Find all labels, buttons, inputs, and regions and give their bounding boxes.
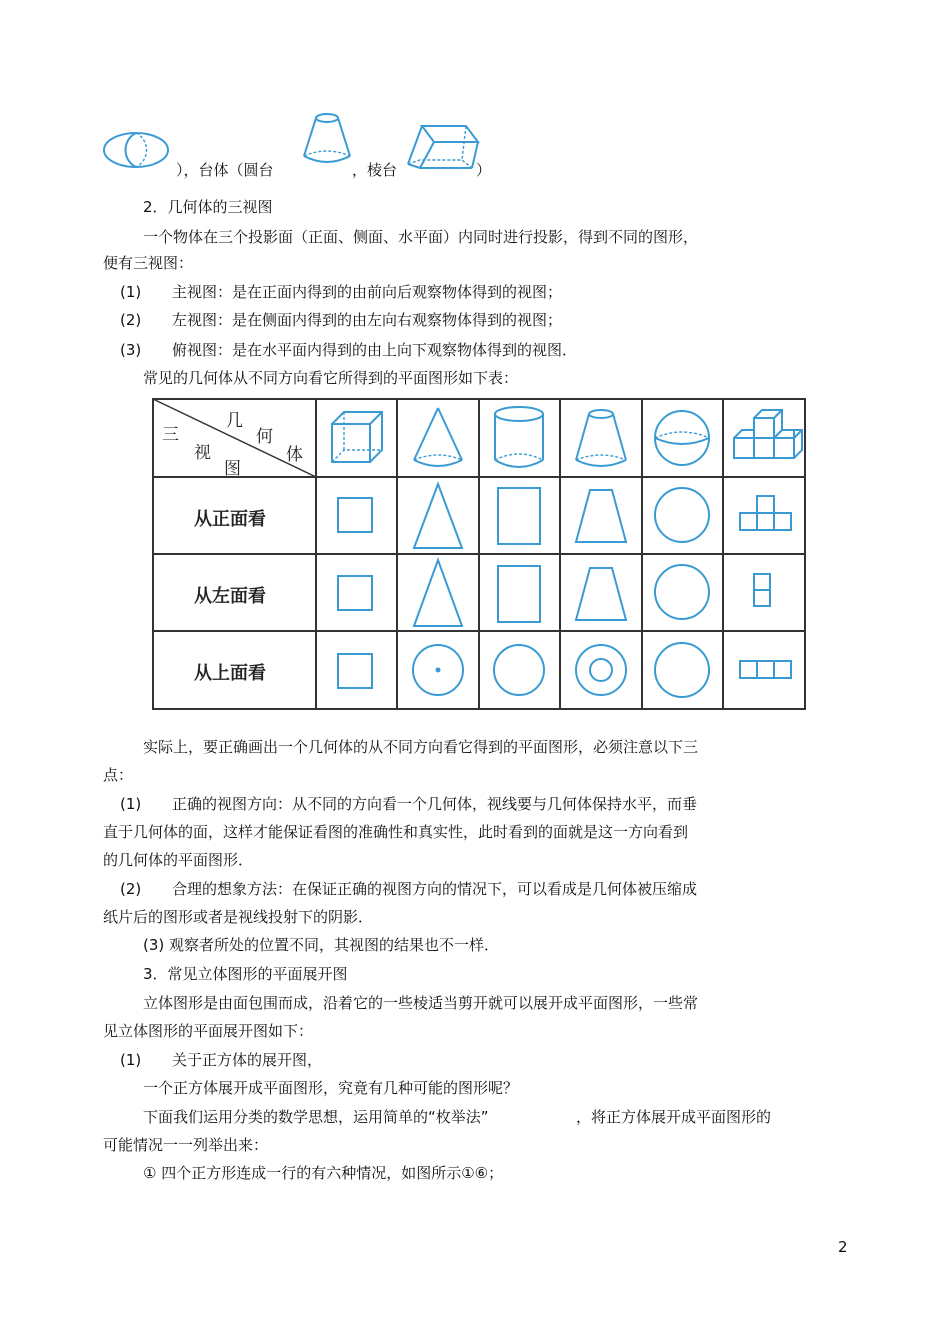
cube-solid-icon xyxy=(332,412,382,462)
note-3: (3) 观察者所处的位置不同，其视图的结果也不一样． xyxy=(143,936,500,954)
section3-case-1: ① 四个正方形连成一行的有六种情况，如图所示①⑥； xyxy=(143,1164,504,1182)
top-view-cube xyxy=(338,654,372,688)
note-1-line2: 直于几何体的面，这样才能保证看图的准确性和真实性，此时看到的面就是这一方向看到 xyxy=(103,823,689,841)
line-frustum-label: ），台体（圆台 xyxy=(176,161,274,179)
top-view-blocks xyxy=(740,661,791,678)
front-view-frustum xyxy=(576,490,626,542)
section3-heading: 3．常见立体图形的平面展开图 xyxy=(143,965,348,983)
frustum-cone-figure xyxy=(298,110,356,168)
front-view-cube xyxy=(338,498,372,532)
corner-label-san: 三 xyxy=(162,425,179,445)
section3-method-line1a: 下面我们运用分类的数学思想，运用简单的“枚举法” xyxy=(143,1108,489,1126)
top-view-cone xyxy=(413,645,463,695)
section3-item-1 xyxy=(120,1050,322,1070)
note-1-line3: 的几何体的平面图形． xyxy=(103,851,254,869)
cylinder-solid-icon xyxy=(495,407,543,467)
item-number: (2) xyxy=(120,311,142,329)
view-item-2 xyxy=(120,310,562,330)
note-2-line2: 纸片后的图形或者是视线投射下的阴影． xyxy=(103,908,374,926)
item-text: 关于正方体的展开图， xyxy=(172,1051,323,1069)
front-view-sphere xyxy=(655,488,709,542)
top-view-cylinder xyxy=(494,645,544,695)
corner-label-he: 何 xyxy=(256,427,273,447)
section2-intro-line1: 一个物体在三个投影面（正面、侧面、水平面）内同时进行投影，得到不同的图形， xyxy=(143,228,699,246)
front-view-blocks xyxy=(740,496,791,530)
section3-intro-line2: 见立体图形的平面展开图如下： xyxy=(103,1022,314,1040)
notes-intro-line1: 实际上，要正确画出一个几何体的从不同方向看它得到的平面图形，必须注意以下三 xyxy=(143,738,699,756)
row-label-front: 从正面看 xyxy=(194,509,266,530)
item-number: (2) xyxy=(120,880,142,898)
left-view-blocks xyxy=(754,574,770,606)
left-view-cylinder xyxy=(498,566,540,622)
top-view-sphere xyxy=(655,643,709,697)
table-intro: 常见的几何体从不同方向看它所得到的平面图形如下表： xyxy=(143,369,519,387)
corner-label-ji: 几 xyxy=(226,411,243,431)
note-1-line1 xyxy=(120,794,697,814)
item-number: (1) xyxy=(120,283,142,301)
section3-intro-line1: 立体图形是由面包围而成，沿着它的一些棱适当剪开就可以展开成平面图形，一些常 xyxy=(143,994,699,1012)
sphere-solid-icon xyxy=(655,411,709,465)
row-label-top: 从上面看 xyxy=(194,663,266,684)
row-label-left: 从左面看 xyxy=(194,586,266,607)
item-number: (1) xyxy=(120,795,142,813)
corner-label-ti: 体 xyxy=(286,445,303,465)
section3-method-line2: 可能情况一一列举出来： xyxy=(103,1136,269,1154)
corner-label-shi: 视 xyxy=(194,443,211,463)
item-number: (1) xyxy=(120,1051,142,1069)
item-text: 合理的想象方法：在保证正确的视图方向的情况下，可以看成是几何体被压缩成 xyxy=(172,880,698,898)
item-number: (3) xyxy=(120,341,142,359)
cone-solid-icon xyxy=(414,408,462,466)
left-view-frustum xyxy=(576,568,626,620)
notes-intro-line2: 点： xyxy=(103,766,134,784)
sphere-figure xyxy=(100,128,172,172)
front-view-cylinder xyxy=(498,488,540,544)
top-view-frustum xyxy=(576,645,626,695)
section3-method-line1b: ，将正方体展开成平面图形的 xyxy=(576,1108,772,1126)
item-text: 主视图：是在正面内得到的由前向后观察物体得到的视图； xyxy=(172,283,563,301)
line-close-paren: ） xyxy=(476,161,492,179)
left-view-sphere xyxy=(655,565,709,619)
front-view-cone xyxy=(414,484,462,548)
view-item-1 xyxy=(120,282,562,302)
item-text: 俯视图：是在水平面内得到的由上向下观察物体得到的视图． xyxy=(172,341,578,359)
line-prism-frustum-label: ，棱台 xyxy=(352,161,398,179)
item-text: 左视图：是在侧面内得到的由左向右观察物体得到的视图； xyxy=(172,311,563,329)
frustum-solid-icon xyxy=(576,410,626,466)
note-2-line1 xyxy=(120,879,697,899)
view-item-3 xyxy=(120,340,577,360)
page-number: 2 xyxy=(838,1238,848,1256)
left-view-cone xyxy=(414,560,462,626)
corner-label-tu: 图 xyxy=(224,459,241,479)
section2-heading: 2．几何体的三视图 xyxy=(143,198,273,216)
three-views-table xyxy=(152,398,806,710)
left-view-cube xyxy=(338,576,372,610)
block-stack-solid-icon xyxy=(734,410,802,458)
section3-question: 一个正方体展开成平面图形，究竟有几种可能的图形呢？ xyxy=(143,1079,519,1097)
item-text: 正确的视图方向：从不同的方向看一个几何体，视线要与几何体保持水平，而垂 xyxy=(172,795,698,813)
section2-intro-line2: 便有三视图： xyxy=(103,254,194,272)
